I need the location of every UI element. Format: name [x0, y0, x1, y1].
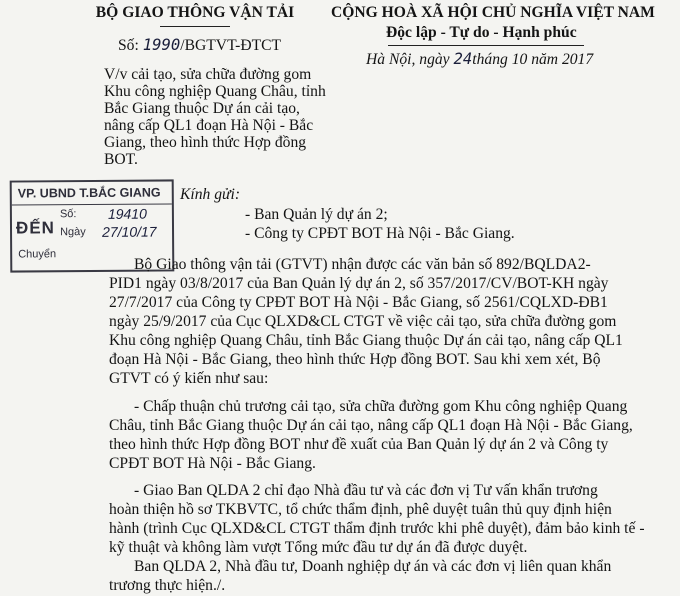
body-line: CPĐT BOT Hà Nội - Bắc Giang. [109, 455, 316, 472]
national-motto: Độc lập - Tự do - Hạnh phúc [386, 24, 577, 41]
subject-line: Khu công nghiệp Quang Châu, tỉnh [104, 83, 326, 100]
greeting: Kính gửi: [180, 186, 241, 203]
subject-line: BOT. [104, 151, 138, 168]
stamp-date-value: 27/10/17 [101, 223, 157, 240]
subject-line: nâng cấp QL1 đoạn Hà Nội - Bắc [104, 117, 314, 134]
body-line: ngày 25/9/2017 của Cục QLXD&CL CTGT về việc cải tạo, sửa chữa đường gom [109, 313, 617, 330]
stamp-forward-label: Chuyển [18, 248, 57, 261]
stamp-number-value: 19410 [107, 205, 147, 222]
stamp-title: VP. UBND T.BẮC GIANG [17, 185, 161, 201]
ministry-name: BỘ GIAO THÔNG VẬN TẢI [95, 4, 295, 21]
body-line: Khu công nghiệp Quang Châu, tỉnh Bắc Giang thuộc Dự án cải tạo, nâng cấp QL1 [109, 332, 623, 349]
body-line: - Giao Ban QLDA 2 chỉ đạo Nhà đầu tư và các đơn vị Tư vấn khẩn trương [134, 482, 598, 499]
body-line: 27/7/2017 của Công ty CPĐT BOT Hà Nội - Bắc Giang, số 2561/CQLXD-ĐB1 [109, 294, 608, 311]
document-number-suffix: /BGTVT-ĐTCT [180, 37, 282, 54]
document-number [118, 36, 281, 56]
body-line: đoạn Hà Nội - Bắc Giang, theo hình thức Hợp đồng BOT. Sau khi xem xét, Bộ [109, 351, 601, 368]
issue-date [366, 50, 593, 70]
body-line: Ban QLDA 2, Nhà đầu tư, Doanh nghiệp dự án và các đơn vị liên quan khẩn [134, 558, 612, 575]
motto-underline [388, 45, 584, 46]
subject-line: Bắc Giang thuộc Dự án cải tạo, [104, 100, 300, 117]
issue-date-prefix: Hà Nội, ngày [366, 51, 450, 68]
republic-name: CỘNG HOÀ XÃ HỘI CHỦ NGHĨA VIỆT NAM [331, 4, 655, 21]
subject-line: Giang, theo hình thức Hợp đồng [104, 134, 307, 151]
stamp-date-label: Ngày [60, 226, 86, 239]
body-line: hành (trình Cục QLXD&CL CTGT thẩm định trước khi phê duyệt), đảm bảo kinh tế - [109, 520, 645, 537]
body-line: Bộ Giao thông vận tải (GTVT) nhận được các văn bản số 892/BQLDA2- [134, 256, 591, 273]
stamp-number-label: Số: [59, 208, 77, 221]
body-line: trương thực hiện./. [109, 577, 226, 594]
body-line: hoàn thiện hồ sơ TKBVTC, tổ chức thẩm định, phê duyệt tuân thủ quy định hiện [109, 501, 612, 518]
issue-date-day-handwritten: 24 [453, 50, 473, 68]
stamp-den-label: ĐẾN [15, 218, 55, 238]
subject-line: V/v cải tạo, sửa chữa đường gom [104, 66, 312, 83]
recipient-item: - Công ty CPĐT BOT Hà Nội - Bắc Giang. [245, 225, 515, 242]
issue-date-suffix: tháng 10 năm 2017 [472, 51, 594, 68]
body-line: theo hình thức Hợp đồng BOT như đề xuất của Ban Quản lý dự án 2 và Công ty [109, 436, 609, 453]
body-line: Châu, tỉnh Bắc Giang thuộc Dự án cải tạo, nâng cấp QL1 đoạn Hà Nội - Bắc Giang, [109, 417, 633, 434]
body-line: PID1 ngày 03/8/2017 của Ban Quản lý dự án 2, số 357/2017/CV/BOT-KH ngày [109, 275, 609, 292]
document-number-label: Số: [118, 37, 139, 54]
body-line: GTVT có ý kiến như sau: [109, 370, 269, 387]
document-number-handwritten: 1990 [142, 36, 181, 54]
stamp-divider [12, 203, 172, 205]
ministry-underline [160, 26, 230, 27]
body-line: kỹ thuật và không làm vượt Tổng mức đầu tư dự án đã được duyệt. [109, 539, 528, 556]
body-line: - Chấp thuận chủ trương cải tạo, sửa chữa đường gom Khu công nghiệp Quang [134, 398, 628, 415]
recipient-item: - Ban Quản lý dự án 2; [245, 206, 388, 223]
